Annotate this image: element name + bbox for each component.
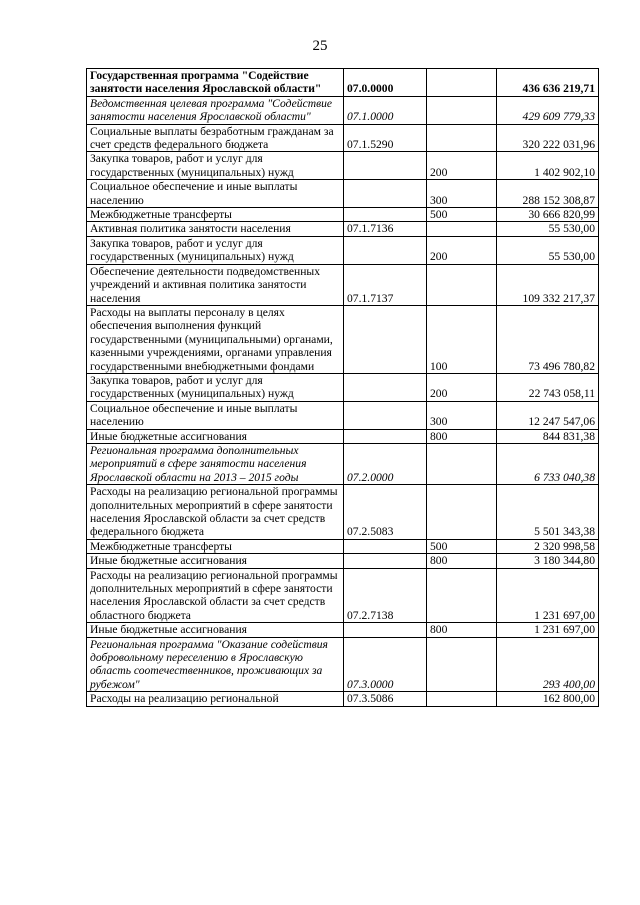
cell-expense-type: 200 [427,373,497,401]
table-row [87,222,599,236]
table-row [87,692,599,706]
cell-name: Межбюджетные трансферты [87,539,344,553]
cell-amount: 1 402 902,10 [497,152,599,180]
cell-name: Обеспечение деятельности подведомственных учреждений и активная политика занятости населения [87,264,344,305]
cell-amount: 320 222 031,96 [497,124,599,152]
table-row [87,264,599,305]
cell-name: Региональная программа дополнительных мероприятий в сфере занятости населения Ярославской области на 2013 – 2015 годы [87,443,344,484]
cell-code: 07.1.5290 [344,124,427,152]
cell-amount: 55 530,00 [497,236,599,264]
cell-name: Социальное обеспечение и иные выплаты населению [87,401,344,429]
cell-code [344,429,427,443]
table-row [87,429,599,443]
cell-amount: 3 180 344,80 [497,554,599,568]
cell-code: 07.1.7136 [344,222,427,236]
table-row [87,485,599,540]
cell-code [344,373,427,401]
cell-code: 07.3.5086 [344,692,427,706]
cell-amount: 429 609 779,33 [497,96,599,124]
cell-expense-type: 300 [427,401,497,429]
cell-amount: 12 247 547,06 [497,401,599,429]
cell-amount: 109 332 217,37 [497,264,599,305]
cell-code: 07.3.0000 [344,637,427,692]
cell-expense-type [427,443,497,484]
table-row [87,236,599,264]
cell-name: Социальные выплаты безработным гражданам за счет средств федерального бюджета [87,124,344,152]
cell-expense-type: 300 [427,180,497,208]
cell-expense-type: 200 [427,236,497,264]
page-number: 25 [312,38,328,54]
cell-expense-type [427,69,497,97]
cell-name: Межбюджетные трансферты [87,208,344,222]
table-row [87,180,599,208]
cell-code [344,208,427,222]
table-row [87,69,599,97]
cell-amount: 1 231 697,00 [497,623,599,637]
cell-code [344,554,427,568]
cell-name: Иные бюджетные ассигнования [87,623,344,637]
cell-amount: 844 831,38 [497,429,599,443]
table-row [87,401,599,429]
cell-code: 07.1.7137 [344,264,427,305]
cell-name: Расходы на реализацию региональной программы дополнительных мероприятий в сфере занятости населения Ярославской области за счет средств областного бюджета [87,568,344,623]
cell-code: 07.2.7138 [344,568,427,623]
cell-code [344,152,427,180]
cell-amount: 162 800,00 [497,692,599,706]
table-row [87,637,599,692]
cell-expense-type [427,568,497,623]
cell-amount: 288 152 308,87 [497,180,599,208]
cell-amount: 55 530,00 [497,222,599,236]
cell-code [344,236,427,264]
cell-amount: 22 743 058,11 [497,373,599,401]
cell-name: Иные бюджетные ассигнования [87,429,344,443]
cell-code: 07.2.5083 [344,485,427,540]
cell-code: 07.2.0000 [344,443,427,484]
cell-name: Закупка товаров, работ и услуг для государственных (муниципальных) нужд [87,152,344,180]
cell-code [344,401,427,429]
cell-name: Социальное обеспечение и иные выплаты населению [87,180,344,208]
cell-name: Расходы на реализацию региональной программы дополнительных мероприятий в сфере занятости населения Ярославской области за счет средств федерального бюджета [87,485,344,540]
cell-expense-type [427,96,497,124]
cell-name: Закупка товаров, работ и услуг для государственных (муниципальных) нужд [87,236,344,264]
cell-code [344,180,427,208]
cell-amount: 30 666 820,99 [497,208,599,222]
cell-name: Закупка товаров, работ и услуг для государственных (муниципальных) нужд [87,373,344,401]
table-row [87,623,599,637]
cell-name: Активная политика занятости населения [87,222,344,236]
table-row [87,152,599,180]
table-row [87,539,599,553]
cell-code [344,305,427,373]
cell-expense-type [427,124,497,152]
cell-expense-type: 800 [427,554,497,568]
cell-expense-type: 100 [427,305,497,373]
table-row [87,124,599,152]
cell-expense-type: 500 [427,539,497,553]
cell-amount: 6 733 040,38 [497,443,599,484]
table-row [87,373,599,401]
cell-expense-type [427,692,497,706]
cell-code: 07.0.0000 [344,69,427,97]
cell-code: 07.1.0000 [344,96,427,124]
table-row [87,568,599,623]
table-row [87,96,599,124]
cell-name: Региональная программа "Оказание содействия добровольному переселению в Ярославскую область соотечественников, проживающих за рубежом" [87,637,344,692]
cell-name: Иные бюджетные ассигнования [87,554,344,568]
table-row [87,305,599,373]
cell-amount: 73 496 780,82 [497,305,599,373]
cell-expense-type: 800 [427,429,497,443]
cell-name: Государственная программа "Содействие занятости населения Ярославской области" [87,69,344,97]
cell-expense-type: 800 [427,623,497,637]
cell-name: Расходы на реализацию региональной [87,692,344,706]
cell-amount: 2 320 998,58 [497,539,599,553]
cell-expense-type: 200 [427,152,497,180]
cell-name: Расходы на выплаты персоналу в целях обеспечения выполнения функций государственными (муниципальными) органами, казенными учреждениями, органами управления государственными внебюджетными фондами [87,305,344,373]
cell-amount: 436 636 219,71 [497,69,599,97]
table-row [87,443,599,484]
cell-name: Ведомственная целевая программа "Содействие занятости населения Ярославской области" [87,96,344,124]
table-row [87,554,599,568]
budget-table [86,68,599,707]
cell-code [344,539,427,553]
table-row [87,208,599,222]
cell-amount: 1 231 697,00 [497,568,599,623]
cell-amount: 5 501 343,38 [497,485,599,540]
cell-expense-type [427,637,497,692]
cell-expense-type [427,264,497,305]
cell-code [344,623,427,637]
cell-expense-type [427,485,497,540]
cell-amount: 293 400,00 [497,637,599,692]
cell-expense-type: 500 [427,208,497,222]
cell-expense-type [427,222,497,236]
